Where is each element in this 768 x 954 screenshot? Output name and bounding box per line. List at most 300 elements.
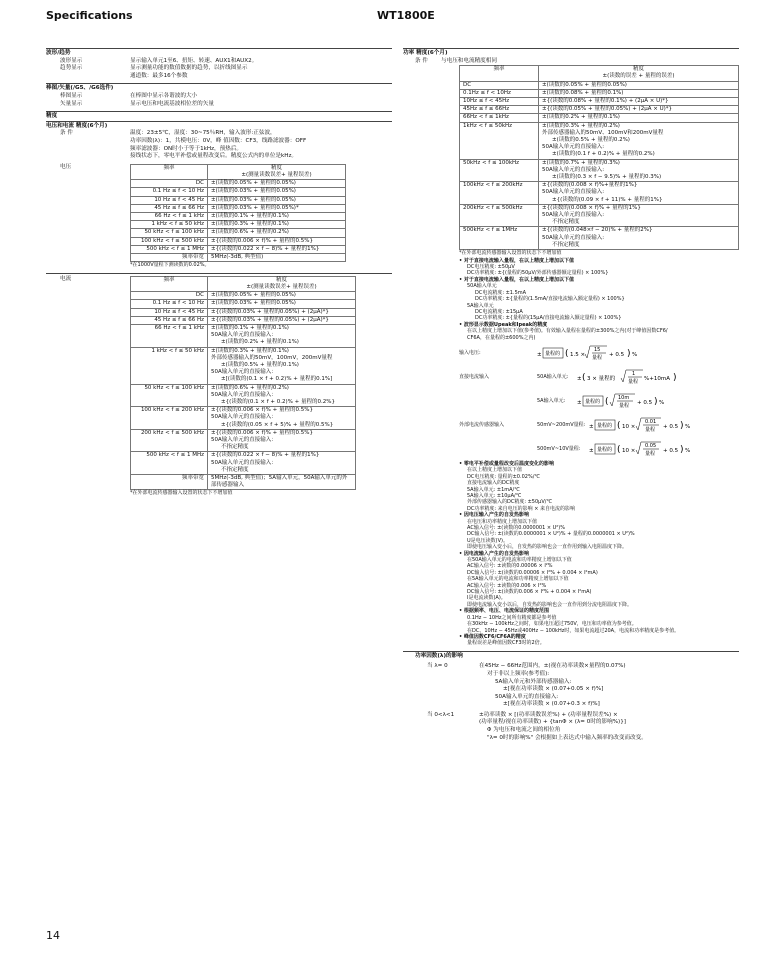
current-freq: 1 kHz < f ≤ 50 kHz <box>131 347 208 384</box>
note-line: 即使电流输入变小以后，自发热的影响也会一直作用到分流电阻温度下降。 <box>467 601 633 608</box>
pf-line: 在45Hz − 66Hz范围内，±(视在功率读数×量程的0.07%) <box>479 663 626 670</box>
voltage-freq: 45 Hz ≤ f ≤ 66 Hz <box>131 204 208 212</box>
svg-text:量程: 量程 <box>645 450 656 457</box>
power-accuracy-line: 外部传感器输入的50mV、100mV和200mV量程 <box>542 129 664 136</box>
power-row <box>460 227 739 250</box>
voltage-accuracy <box>208 245 346 253</box>
svg-text:): ) <box>673 372 677 383</box>
svg-text:): ) <box>627 348 631 359</box>
current-accuracy-line: 50A输入单元的直接输入： <box>211 332 277 339</box>
pf-line: ±功率读数 × [(功率读数误差%) + (功率量程误差%) × <box>479 711 618 718</box>
power-accuracy-line: ±(读数的(0.3 × f − 9.5)% + 量程的0.3%) <box>552 174 662 181</box>
note-line: DC电流精度: ±1.5mA <box>475 289 527 296</box>
vector-value: 显示电压和电流基波相位差的矢量 <box>130 100 214 107</box>
note-line: 外部传感器输入的DC精度: ±50μV/℃ <box>467 499 553 506</box>
current-accuracy-line: ±{(读数的(0.1 × f + 0.2)% + 量程的0.2%} <box>221 399 335 405</box>
vector-row <box>46 93 392 101</box>
note-line: DC功率精度: 来自电压的影响 × 来自电流的影响 <box>467 505 575 512</box>
note-line: 量程误差是峰值因数CF3时的2倍。 <box>467 640 545 647</box>
svg-text:(: ( <box>605 396 609 407</box>
voltage-freq: 100 kHz < f ≤ 500 kHz <box>131 237 208 245</box>
current-freq: 50 kHz < f ≤ 100 kHz <box>131 384 208 407</box>
page-number: 14 <box>46 929 60 942</box>
power-accuracy-table <box>459 65 739 250</box>
power-freq: 45Hz ≤ f ≤ 66Hz <box>460 106 539 114</box>
current-row <box>131 452 356 475</box>
vi-accuracy-title: 电压和电流 精度(6个月) <box>46 122 108 129</box>
formula-current-5a: 5A输入单元: ± 量程的 ( 10m 量程 + 0.5 ) % <box>459 389 739 413</box>
power-accuracy-line: ±(读数的0.7% + 量程的0.3%) <box>542 159 620 166</box>
power-freq: 10Hz ≤ f < 45Hz <box>460 98 539 106</box>
current-accuracy-line: 50A输入单元的直接输入： <box>211 459 277 466</box>
voltage-accuracy-line: ±(读数的0.3% + 量程的0.1%) <box>211 221 289 228</box>
voltage-row <box>131 253 346 261</box>
voltage-row <box>131 180 346 188</box>
voltage-accuracy <box>208 221 346 229</box>
current-accuracy-line: 50A输入单元的直接输入： <box>211 391 277 398</box>
power-accuracy-line: ±{(读数的0.08% + 量程的0.1%) + (2μA × U)*} <box>542 98 669 104</box>
note-line: U是电压读数(V)。 <box>467 537 508 544</box>
current-accuracy <box>208 384 356 407</box>
svg-text:): ) <box>654 396 658 407</box>
power-accuracy-line: 50A输入单元的直接输入: <box>542 166 605 173</box>
note-bullet: • 零电平补偿或量程改变后温度变化的影响 <box>459 460 554 467</box>
power-freq-header: 频率 <box>460 66 539 81</box>
note-line: 在以上精度上增加以下值(参考值)。有效输入量程在量程的±300%之内(对于峰值因数CF6/ <box>467 328 668 335</box>
voltage-row <box>131 221 346 229</box>
current-accuracy <box>208 316 356 324</box>
svg-text:±: ± <box>577 375 582 382</box>
voltage-row <box>131 188 346 196</box>
power-accuracy-line: ±{(读数的(0.008 × f)% + 量程的1%} <box>542 204 641 211</box>
current-accuracy-line: 不指定精度 <box>221 444 249 451</box>
voltage-accuracy-line: ±{(读数的0.022 × f − 8)% + 量程的1%} <box>211 245 320 252</box>
svg-text:(: ( <box>617 444 621 455</box>
svg-text:+ 0.5: + 0.5 <box>609 351 625 358</box>
voltage-row <box>131 204 346 212</box>
svg-text:%: % <box>632 351 638 358</box>
svg-text:量程: 量程 <box>592 354 603 361</box>
voltage-row <box>131 212 346 220</box>
power-accuracy <box>539 122 739 159</box>
formula-current-50a: 直接电流输入 50A输入单元: ± ( 3 × 量程的 1 量程 %+10mA ) <box>459 365 739 389</box>
condition-line: 频率滤波器：ON时小于等于1kHz，预热后。 <box>130 145 243 152</box>
pf-key: 当 λ= 0 <box>427 663 448 670</box>
current-accuracy-line: ±{(读数的0.03% + 量程的0.05%) + (2μA)*} <box>211 316 329 323</box>
current-accuracy-line: ±{(读数的0.006 × f)% + 量程的0.5%} <box>211 429 313 436</box>
current-freq: 45 Hz ≤ f ≤ 66 Hz <box>131 316 208 324</box>
current-freq: DC <box>131 292 208 300</box>
right-column <box>403 48 739 742</box>
current-accuracy <box>208 347 356 384</box>
vector-key: 矢量显示 <box>60 100 83 107</box>
vector-rows <box>46 93 392 108</box>
power-accuracy <box>539 89 739 97</box>
power-freq: 0.1Hz ≤ f < 10Hz <box>460 89 539 97</box>
svg-text:量程: 量程 <box>619 402 630 409</box>
power-freq: 100kHz < f ≤ 200kHz <box>460 182 539 205</box>
formula-5a-svg <box>577 390 707 412</box>
pf-line: Φ 为电压和电流之间的相位角 <box>487 727 561 734</box>
voltage-accuracy-line: ±(读数的0.05% + 量程的0.05%) <box>211 180 296 187</box>
wave-value: 通道数：最多16个参数 <box>130 72 188 79</box>
power-accuracy-line: 50A输入单元的直接输入: <box>542 144 605 151</box>
svg-text:): ) <box>680 420 684 431</box>
voltage-label: 电压 <box>60 163 72 170</box>
wave-row <box>46 73 392 81</box>
pf-line: ±[视在功率读数 × (0.07+0.3 × f)%] <box>503 701 600 708</box>
current-freq: 200 kHz < f ≤ 500 kHz <box>131 429 208 452</box>
condition-line: 温度：23±5℃，湿度：30~75％RH，输入波形:正弦波， <box>130 130 276 137</box>
left-column <box>46 48 392 498</box>
note-line: AC输入信号: ±读数的0.006 × I²% <box>467 582 547 589</box>
notes-block <box>459 258 739 647</box>
power-accuracy-line: ±{(读数的(0.008 × f)%+量程的1%} <box>542 182 638 189</box>
power-row <box>460 98 739 106</box>
current-label: 电流 <box>60 275 72 282</box>
current-accuracy-line: ±(读数的0.6% + 量程的0.2%) <box>211 384 289 391</box>
power-row <box>460 114 739 122</box>
current-row <box>131 429 356 452</box>
note-line: 在电压和功率精度上增加以下值 <box>467 518 538 525</box>
pf-row <box>403 712 739 742</box>
svg-text:量程的: 量程的 <box>597 446 613 453</box>
current-accuracy-line: ±{(读数的0.006 × f)% + 量程的0.5%} <box>211 407 313 414</box>
voltage-accuracy-line: ±{(读数的0.006 × f)% + 量程的0.5%} <box>211 237 313 244</box>
svg-text:+ 0.5: + 0.5 <box>637 399 653 406</box>
power-accuracy-line: ±(读数的(0.1 f + 0.2)% + 量程的0.2%) <box>552 151 655 158</box>
svg-text:): ) <box>680 444 684 455</box>
pf-rows <box>403 663 739 742</box>
svg-text:量程: 量程 <box>628 378 639 385</box>
power-freq: 200kHz < f ≤ 500kHz <box>460 204 539 227</box>
power-accuracy-line: ±(读数的0.3% + 量程的0.2%) <box>542 122 620 129</box>
note-line: 在5A输入单元的电流和功率精度上增加以下值 <box>467 576 569 583</box>
power-accuracy <box>539 81 739 89</box>
vector-key: 棒图显示 <box>60 92 83 99</box>
power-accuracy-line: ±{(读数的(0.048×f − 20)% + 量程的2%} <box>542 227 653 234</box>
current-accuracy-line: 部传感器输入 <box>211 482 245 489</box>
voltage-accuracy <box>208 188 346 196</box>
formula-ext-50mv: 外部电流传感器输入 50mV~200mV量程: ± 量程的 ( 10 × 0.01 量程 + 0.5 ) % <box>459 413 739 437</box>
current-row <box>131 308 356 316</box>
svg-text:0.01: 0.01 <box>645 418 657 425</box>
voltage-freq: 500 kHz < f ≤ 1 MHz <box>131 245 208 253</box>
power-row <box>460 106 739 114</box>
power-acc-header: 精度 ±(读数的误差 + 量程的误差) <box>539 66 739 81</box>
current-accuracy-line: 5MHz(-3dB, 典型值)；5A输入单元，50A输入单元的外 <box>211 475 348 482</box>
voltage-accuracy <box>208 212 346 220</box>
voltage-freq-header: 频率 <box>131 164 208 179</box>
header-model: WT1800E <box>377 9 435 22</box>
note-bullet: • 根据频率、电压、电流保证的精度范围 <box>459 608 549 615</box>
current-accuracy-line: 外部传感器输入的50mV，100mV，200mV量程 <box>211 354 333 361</box>
voltage-freq: 0.1 Hz ≤ f < 10 Hz <box>131 188 208 196</box>
current-accuracy-line: 不指定精度 <box>221 466 249 473</box>
voltage-accuracy <box>208 204 346 212</box>
wave-section-title: 波形/趋势 <box>46 50 71 56</box>
note-line: 在50A输入单元的电流和功率精度上增加以下值 <box>467 557 572 564</box>
power-accuracy <box>539 204 739 227</box>
vector-value: 在棒图中显示各谐波的大小 <box>130 92 198 99</box>
voltage-freq: 66 Hz < f ≤ 1 kHz <box>131 212 208 220</box>
pf-value <box>479 712 739 742</box>
current-note: *在外部电流传感器输入设置的状态下不增加值 <box>130 490 233 497</box>
svg-text:15: 15 <box>594 346 601 353</box>
power-row <box>460 122 739 159</box>
svg-text:量程的: 量程的 <box>585 398 601 405</box>
svg-text:(: ( <box>582 372 586 383</box>
current-row <box>131 475 356 490</box>
pf-row <box>403 663 739 709</box>
current-accuracy-line: ±{(读数的0.03% + 量程的0.05%) + (2μA)*} <box>211 308 329 315</box>
svg-text:%+10mA: %+10mA <box>644 375 670 382</box>
pf-line: 5A输入单元和外部传感器输入: <box>495 678 572 685</box>
note-line: 50A输入单元 <box>467 283 497 290</box>
current-accuracy-line: 50A输入单元的直接输入： <box>211 414 277 421</box>
svg-text:+ 0.5: + 0.5 <box>663 447 679 454</box>
note-bullet: • 因电流输入产生的自发热影响 <box>459 550 529 557</box>
note-line: I是电流读数(A)。 <box>467 595 506 602</box>
svg-text:10 ×: 10 × <box>622 423 636 430</box>
condition-line: 功率因数(λ)：1，共模电压：0V，峰 值因数：CF3，线路滤波器：OFF <box>130 137 307 144</box>
note-line: DC输入信号: ±(读数的0.0000001 × U²)% + 量程的0.0000001 × U²)% <box>467 531 635 538</box>
svg-text:10 ×: 10 × <box>622 447 636 454</box>
current-accuracy-line: ±(读数的0.5% + 量程的0.1%) <box>221 361 299 368</box>
power-accuracy <box>539 106 739 114</box>
power-accuracy-line: 不指定精度 <box>552 219 580 226</box>
voltage-accuracy <box>208 196 346 204</box>
current-accuracy-line: ±(读数的0.1% + 量程的0.1%) <box>211 324 289 331</box>
voltage-freq: 10 Hz ≤ f < 45 Hz <box>131 196 208 204</box>
pf-key: 当 0<λ<1 <box>427 711 455 718</box>
current-accuracy <box>208 475 356 490</box>
voltage-accuracy-line: ±(读数的0.03% + 量程的0.05%)* <box>211 204 299 211</box>
vector-section-title: 棒图/矢量(/G5、/G6选件) <box>46 85 114 92</box>
voltage-freq: 1 kHz < f ≤ 50 kHz <box>131 221 208 229</box>
power-accuracy-line: ±(读数的0.08% + 量程的0.1%) <box>542 89 624 96</box>
voltage-accuracy-line: 5MHz(-3dB, 典型值) <box>211 253 264 260</box>
accuracy-title: 精度 <box>46 113 58 120</box>
svg-text:量程: 量程 <box>645 426 656 433</box>
current-row <box>131 324 356 347</box>
voltage-accuracy <box>208 253 346 261</box>
note-line: • 波形显示数据Upeak和Ipeak的精度 <box>459 321 548 328</box>
svg-text:10m: 10m <box>618 394 630 401</box>
voltage-accuracy-line: ±(读数的0.1% + 量程的0.1%) <box>211 212 289 219</box>
note-line: 5A输入单元 <box>467 302 494 309</box>
current-row <box>131 407 356 430</box>
current-accuracy-line: ±[(读数的(0.1 × f + 0.2)% + 量程的0.1%] <box>221 376 333 383</box>
note-line: AC输入信号: ±读数的0.00006 × I²% <box>467 563 553 570</box>
power-accuracy <box>539 227 739 250</box>
wave-row <box>46 65 392 73</box>
power-condition-label: 条 件 <box>415 57 428 64</box>
power-accuracy-line: 50A输入单元的直接输入: <box>542 212 605 219</box>
current-row <box>131 384 356 407</box>
svg-text:0.05: 0.05 <box>645 442 657 449</box>
current-accuracy-line: ±{(读数的0.022 × f − 8)% + 量程的1%} <box>211 452 320 459</box>
note-line: DC电压精度: ±50μV <box>467 264 515 271</box>
vector-row <box>46 101 392 109</box>
current-accuracy <box>208 292 356 300</box>
power-freq: 66Hz < f ≤ 1kHz <box>460 114 539 122</box>
voltage-accuracy-line: ±(读数的0.03% + 量程的0.05%) <box>211 196 296 203</box>
power-accuracy-line: ±(读数的0.2% + 量程的0.1%) <box>542 114 620 121</box>
current-freq-header: 频率 <box>131 276 208 291</box>
note-line: DC输入信号: ±(读数的0.00006 × I²% + 0.004 × I²mA) <box>467 569 598 576</box>
svg-text:1: 1 <box>632 370 636 377</box>
power-accuracy-title: 功率 精度(6个月) <box>403 50 448 56</box>
note-line: CF6A，在量程的±600%之内) <box>467 334 536 341</box>
current-accuracy-line: 50A输入单元的直接输入： <box>211 369 277 376</box>
power-row <box>460 182 739 205</box>
power-accuracy-line: 50A输入单元的直接输入: <box>542 234 605 241</box>
formula-50a-svg <box>577 366 707 388</box>
pf-value <box>479 663 739 709</box>
wave-value: 显示输入单元1至6、扭矩、转速、AUX1和AUX2。 <box>130 57 258 64</box>
svg-text:%: % <box>659 399 665 406</box>
condition-label: 条 件 <box>60 130 73 137</box>
power-accuracy-line: 不指定精度 <box>552 241 580 248</box>
current-accuracy <box>208 324 356 347</box>
power-freq: 1kHz < f ≤ 50kHz <box>460 122 539 159</box>
note-line: 0.1Hz − 10Hz之间所有精度都是参考值 <box>467 614 557 621</box>
current-accuracy-line: ±(读数的0.3% + 量程的0.1%) <box>211 347 289 354</box>
note-bullet: • 对于直接电流输入量程，在以上精度上增加以下值 <box>459 257 574 264</box>
svg-text:1.5 ×: 1.5 × <box>570 351 586 358</box>
formula-500mv-svg <box>589 438 719 460</box>
current-accuracy-line: ±(读数的0.2% + 量程的0.1%) <box>221 339 299 346</box>
note-line: 5A输入单元: ±1mA/℃ <box>467 486 520 493</box>
svg-text:(: ( <box>617 420 621 431</box>
svg-text:±: ± <box>537 351 542 358</box>
pf-line: (功率量程/视在功率读数) + {tanΦ × (λ= 0时的影响%)}] <box>479 719 626 726</box>
pf-line: "λ= 0时的影响%" 会根据如上表达式中输入频率的改变而改变。 <box>487 734 647 741</box>
voltage-accuracy-line: ±(读数的0.6% + 量程的0.2%) <box>211 229 289 236</box>
pf-title: 功率因数(λ)的影响 <box>415 652 463 659</box>
note-bullet: • 对于直接电流输入量程，在以上精度上增加以下值 <box>459 276 574 283</box>
current-row <box>131 292 356 300</box>
note-line: 5A输入单元: ±10μA/℃ <box>467 492 522 499</box>
svg-text:±: ± <box>589 447 594 454</box>
current-freq: 频率带宽 <box>131 475 208 490</box>
current-accuracy <box>208 300 356 308</box>
voltage-row <box>131 237 346 245</box>
power-freq: 50kHz < f ≤ 100kHz <box>460 159 539 182</box>
svg-text:3 × 量程的: 3 × 量程的 <box>587 375 616 382</box>
voltage-accuracy-line: ±(读数的0.03% + 量程的0.05%) <box>211 188 296 195</box>
note-bullet: • 峰值因数CF6/CF6A的精度 <box>459 633 526 640</box>
formula-50mv-svg <box>589 414 719 436</box>
power-accuracy-line: ±{(读数的(0.09 × f + 11)% + 量程的1%} <box>552 196 663 203</box>
note-line: 直接电流输入的DC精度 <box>467 480 520 487</box>
wave-key <box>46 73 130 81</box>
svg-text:%: % <box>685 447 691 454</box>
power-accuracy-line: ±(读数的0.5% + 量程的0.2%) <box>552 137 630 144</box>
power-accuracy-line: ±(读数的0.05% + 量程的0.05%) <box>542 81 627 88</box>
voltage-row <box>131 229 346 237</box>
current-accuracy-table <box>130 276 356 491</box>
voltage-note: *在1000V量程下测读数的0.02%。 <box>130 262 210 269</box>
wave-key: 波形显示 <box>60 57 83 64</box>
voltage-accuracy-table <box>130 164 346 262</box>
note-line: AC输入信号: ±(读数的0.0000001 × U²)% <box>467 525 566 531</box>
current-row <box>131 347 356 384</box>
pf-line: 50A输入单元的直接输入: <box>495 693 559 700</box>
svg-text:±: ± <box>589 423 594 430</box>
current-freq: 66 Hz < f ≤ 1 kHz <box>131 324 208 347</box>
voltage-acc-header: 精度 ±(测量读数误差+ 量程误差) <box>208 164 346 179</box>
power-accuracy-line: ±{(读数的0.05% + 量程的0.05%) + (2μA × U)*} <box>542 106 672 113</box>
current-accuracy <box>208 308 356 316</box>
current-accuracy-line: 50A输入单元的直接输入： <box>211 437 277 444</box>
formula-voltage: 输入电压: ± 量程的 ( 1.5 × 15 量程 + 0.5 ) % <box>459 341 739 365</box>
current-row <box>131 300 356 308</box>
voltage-freq: 频率带宽 <box>131 253 208 261</box>
note-line: DC功率精度: ±{量程的(15μA/直接电流输入额定量程) × 100%} <box>475 315 622 322</box>
current-acc-header: 精度 ±(测量读数误差+ 量程误差) <box>208 276 356 291</box>
header-title: Specifications <box>46 9 133 22</box>
note-line: 在DC、10Hz − 45Hz或400Hz − 100kHz时，如果电流超过20A，电流和功率精度是参考值。 <box>467 627 680 634</box>
note-line: 在以上精度上增加以下值 <box>467 467 523 474</box>
formula-voltage-svg <box>537 342 657 364</box>
power-note: *在外部电流传感器输入设置的状态下不增加值 <box>459 250 562 257</box>
power-accuracy <box>539 98 739 106</box>
current-row <box>131 316 356 324</box>
current-accuracy-line: ±(读数的0.05% + 量程的0.05%) <box>211 292 296 299</box>
voltage-accuracy <box>208 237 346 245</box>
current-accuracy-line: ±(读数的0.03% + 量程的0.05%) <box>211 300 296 307</box>
pf-line: 对于非以上频率(参考值): <box>487 670 550 677</box>
note-line: DC功率精度: ±{(量程的50μV/外部传感器额定量程) × 100%} <box>467 270 609 277</box>
power-row <box>460 159 739 182</box>
condition-line: 接线状态下，零电平补偿或量程改变后。精度公式内的单位是kHz。 <box>130 153 298 160</box>
current-accuracy <box>208 429 356 452</box>
current-freq: 10 Hz ≤ f < 45 Hz <box>131 308 208 316</box>
svg-text:(: ( <box>565 348 569 359</box>
note-line: DC电压精度: 量程的±0.02%/℃ <box>467 473 540 480</box>
current-freq: 100 kHz < f ≤ 200 kHz <box>131 407 208 430</box>
power-accuracy-line: 50A输入单元的直接输入: <box>542 189 605 196</box>
pf-line: ±[视在功率读数 × (0.07+0.05 × f)%] <box>503 686 604 693</box>
note-line: 即使电压输入变小后，自发热的影响也会一直作用到输入电阻温度下降。 <box>467 544 628 551</box>
note-line: DC输入信号: ±(读数的0.006 × I²% + 0.004 × I²mA) <box>467 589 592 596</box>
power-accuracy <box>539 159 739 182</box>
voltage-row <box>131 196 346 204</box>
voltage-freq: 50 kHz < f ≤ 100 kHz <box>131 229 208 237</box>
voltage-accuracy <box>208 180 346 188</box>
note-bullet: • 因电压输入产生的自发热影响 <box>459 512 529 519</box>
wave-key: 趋势显示 <box>60 65 83 72</box>
power-row <box>460 89 739 97</box>
condition-lines <box>130 130 392 160</box>
power-row <box>460 204 739 227</box>
power-freq: 500kHz < f ≤ 1MHz <box>460 227 539 250</box>
power-accuracy <box>539 114 739 122</box>
current-accuracy <box>208 452 356 475</box>
svg-text:量程的: 量程的 <box>597 422 613 429</box>
power-accuracy <box>539 182 739 205</box>
current-freq: 0.1 Hz ≤ f < 10 Hz <box>131 300 208 308</box>
wave-value: 显示测量功能的数值数据的趋势，以折线图显示 <box>130 65 248 72</box>
svg-text:±: ± <box>577 399 582 406</box>
wave-rows <box>46 58 392 81</box>
svg-text:+ 0.5: + 0.5 <box>663 423 679 430</box>
voltage-freq: DC <box>131 180 208 188</box>
note-line: 在30kHz − 100kHz之间时，如果电压超过750V，电压和功率值为参考值。 <box>467 621 637 628</box>
svg-text:%: % <box>685 423 691 430</box>
